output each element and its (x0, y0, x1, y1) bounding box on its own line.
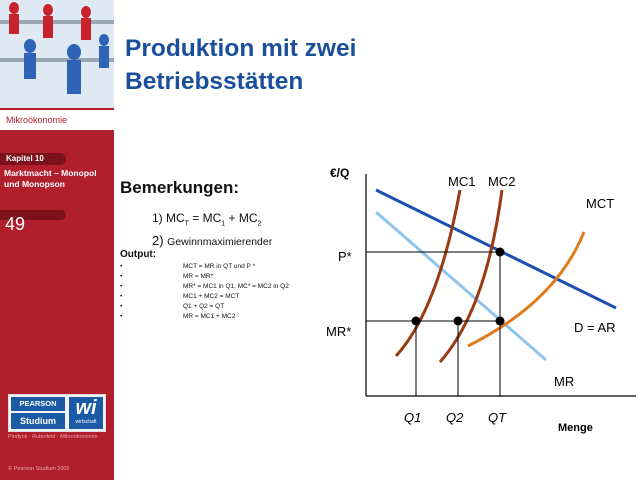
demand-label: D = AR (574, 320, 616, 335)
logo-pearson-bottom: Studium (11, 413, 65, 429)
mr-star-label: MR* (326, 324, 352, 339)
bullet-item (120, 272, 340, 282)
mct-label: MCT (586, 196, 615, 211)
page-number: 49 (5, 214, 26, 234)
q1-label: Q1 (404, 410, 422, 425)
mr-label: MR (554, 374, 575, 389)
footer-authors: Pindyck · Rubinfeld · Mikroökonomie (8, 434, 98, 440)
bullet-dot: • (120, 263, 123, 270)
item1-sub: T (184, 220, 189, 228)
remark-item-2 (152, 233, 272, 248)
slide-title-line2: Betriebsstätten (125, 68, 304, 95)
equilibrium-point (496, 248, 505, 257)
foosball-photo (0, 0, 114, 108)
item2-text: Gewinnmaximierender (167, 236, 273, 248)
two-plant-diagram (320, 160, 640, 440)
logo-wi-small: wirtschaft (75, 419, 97, 425)
item2-num: 2) (152, 233, 168, 248)
bullet-item (120, 292, 340, 302)
sidebar (0, 0, 114, 480)
bullet-text: MR = MC1 + MC2 (183, 313, 236, 320)
item1-sub3: 2 (257, 220, 262, 228)
output-label: Output: (120, 249, 157, 260)
remarks-heading: Bemerkungen: (120, 178, 240, 197)
bullet-text: MR* = MC1 in Q1, MC* = MC2 in Q2 (183, 283, 289, 290)
logo-pearson-top: PEARSON (11, 397, 65, 411)
y-axis-label: €/Q (330, 166, 350, 180)
qt-label: QT (488, 410, 507, 425)
bullet-item (120, 302, 340, 312)
bullet-text: MR = MR* (183, 273, 214, 280)
bullet-item (120, 312, 340, 322)
copyright: © Pearson Studium 2005 (8, 466, 70, 472)
subject-label: Mikroökonomie (6, 115, 68, 125)
header-photo (0, 0, 114, 108)
bullet-dot: • (120, 313, 123, 320)
bullet-text: Q1 + Q2 = QT (183, 303, 225, 310)
bullet-text: MCT = MR in QT und P * (183, 263, 256, 270)
slide-title (125, 32, 356, 98)
item1-rest2: + MC (225, 211, 258, 225)
bullet-dot: • (120, 273, 123, 280)
mct-curve (468, 232, 584, 346)
chapter-title (4, 168, 116, 190)
logo-wi-big: wi (75, 397, 97, 419)
subject-box (0, 108, 114, 132)
bullet-list (120, 262, 340, 322)
bullet-item (120, 282, 340, 292)
bullet-dot: • (120, 303, 123, 310)
publisher-logo (8, 394, 106, 432)
q2-label: Q2 (446, 410, 464, 425)
q1-point (412, 317, 421, 326)
item1-part: 1) MC (152, 211, 185, 225)
remark-item-1 (152, 211, 261, 227)
x-axis-label: Menge (558, 422, 593, 434)
chapter-title-line2: und Monopson (4, 179, 65, 189)
bullet-dot: • (120, 293, 123, 300)
item1-sub2: 1 (221, 220, 226, 228)
demand-curve (376, 190, 616, 308)
mr-curve (376, 212, 546, 360)
chapter-label: Kapitel 10 (0, 153, 66, 165)
slide-title-line1: Produktion mit zwei (125, 35, 357, 62)
p-star-label: P* (338, 249, 352, 264)
bullet-text: MC1 + MC2 = MCT (183, 293, 240, 300)
chapter-title-line1: Marktmacht – Monopol (4, 168, 97, 178)
q2-point (454, 317, 463, 326)
mc1-label: MC1 (448, 174, 476, 189)
logo-wi (69, 397, 103, 429)
qt-point (496, 317, 505, 326)
bullet-item (120, 262, 340, 272)
bullet-dot: • (120, 283, 123, 290)
item1-rest: = MC (188, 211, 222, 225)
mc2-label: MC2 (488, 174, 516, 189)
